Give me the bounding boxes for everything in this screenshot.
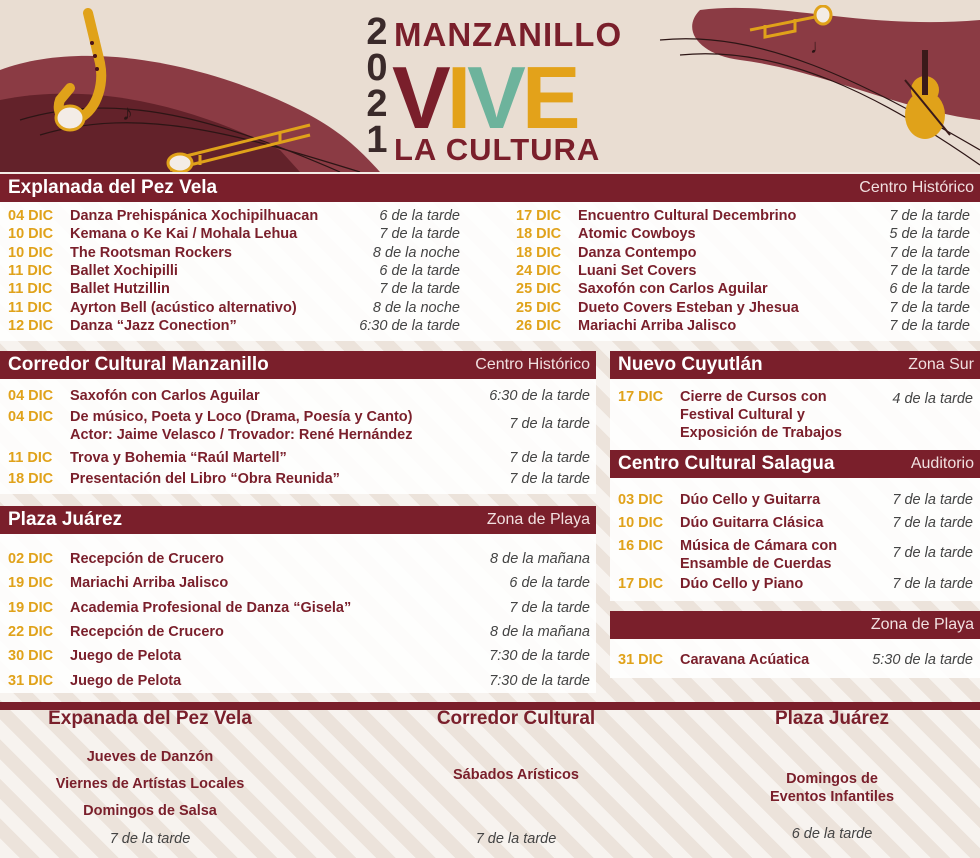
section-zone: Zona de Playa <box>870 616 974 633</box>
list-item <box>516 262 970 280</box>
event-time: 5 de la tarde <box>889 226 970 243</box>
list-item <box>618 388 973 442</box>
event-name <box>70 449 287 467</box>
section-zone: Zona Sur <box>908 356 974 373</box>
event-date: 03 DIC <box>618 492 664 508</box>
event-time: 8 de la mañana <box>490 551 590 567</box>
event-line: Mariachi Arriba Jalisco <box>578 317 737 334</box>
list-item <box>516 317 970 335</box>
section-title: Corredor Cultural Manzanillo <box>8 354 269 375</box>
list-item <box>8 262 460 280</box>
event-name <box>70 672 181 690</box>
event-line: Exposición de Trabajos <box>680 425 842 441</box>
event-time: 7:30 de la tarde <box>489 672 590 689</box>
section-title: Plaza Juárez <box>8 509 123 530</box>
list-item <box>8 470 590 488</box>
event-line: The Rootsman Rockers <box>70 244 232 261</box>
event-date: 25 DIC <box>516 281 562 298</box>
section-title: Explanada del Pez Vela <box>8 177 218 198</box>
event-name <box>70 317 237 335</box>
event-time: 4 de la tarde <box>892 391 973 407</box>
footer-col-items <box>366 762 666 789</box>
footer-time: 6 de la tarde <box>791 826 873 842</box>
list-item <box>8 244 460 262</box>
list-item <box>8 408 590 444</box>
event-date: 10 DIC <box>618 515 664 531</box>
footer-col-corredor <box>366 708 666 847</box>
list-item <box>8 672 590 690</box>
event-name: Caravana Acúatica <box>680 652 810 668</box>
event-date: 19 DIC <box>8 599 54 616</box>
event-name <box>680 575 803 593</box>
event-date: 16 DIC <box>618 538 664 554</box>
event-time: 7 de la tarde <box>379 281 460 298</box>
event-date: 26 DIC <box>516 317 562 334</box>
event-time: 7 de la tarde <box>892 515 973 531</box>
event-time: 8 de la mañana <box>490 623 590 640</box>
event-date: 24 DIC <box>516 262 562 279</box>
music-note-icon: ♩ <box>810 36 830 58</box>
list-item <box>8 317 460 335</box>
event-time: 7:30 de la tarde <box>489 648 590 665</box>
section-corredor-header <box>0 351 596 379</box>
logo-letter: V <box>467 48 522 147</box>
event-line: Danza Contempo <box>578 244 697 261</box>
event-date: 11 DIC <box>8 262 53 279</box>
event-date: 04 DIC <box>8 388 54 404</box>
event-name <box>70 574 228 592</box>
event-time: 7 de la tarde <box>889 317 970 334</box>
trombone-icon <box>160 115 330 172</box>
event-name <box>70 623 224 641</box>
event-name <box>578 317 736 335</box>
event-line: Danza Prehispánica Xochipilhuacan <box>70 208 319 224</box>
event-line: Juego de Pelota <box>70 648 182 665</box>
event-line: Danza “Jazz Conection” <box>70 317 237 334</box>
event-name <box>680 491 820 509</box>
event-line: Saxofón con Carlos Aguilar <box>70 388 260 404</box>
list-item <box>618 575 973 593</box>
event-date: 30 DIC <box>8 648 54 665</box>
event-date: 18 DIC <box>516 244 562 261</box>
logo-title-bottom: LA CULTURA <box>394 132 601 167</box>
event-date: 02 DIC <box>8 551 54 567</box>
event-line: Dueto Covers Esteban y Jhesua <box>578 299 799 316</box>
footer-time: 7 de la tarde <box>109 831 191 847</box>
logo-letter: V <box>392 48 447 147</box>
event-line: Actor: Jaime Velasco / Trovador: René Hernández <box>70 427 413 443</box>
logo-title-top: MANZANILLO <box>394 16 623 53</box>
event-line: Dúo Guitarra Clásica <box>680 515 824 531</box>
event-time: 6 de la tarde <box>889 281 970 298</box>
section-title: Nuevo Cuyutlán <box>618 354 763 375</box>
header-banner <box>0 0 980 172</box>
event-line: Dúo Cello y Piano <box>680 576 804 592</box>
list-item <box>516 225 970 243</box>
event-line: Música de Cámara con <box>680 538 838 554</box>
event-line: Recepción de Crucero <box>70 551 224 567</box>
event-line: Festival Cultural y <box>680 407 805 423</box>
footer-col-title: Expanada del Pez Vela <box>48 708 252 729</box>
footer-col-items <box>682 770 980 806</box>
event-date: 18 DIC <box>516 226 562 243</box>
event-date: 10 DIC <box>8 244 54 261</box>
event-date: 18 DIC <box>8 471 54 487</box>
list-item <box>8 623 590 641</box>
footer-item: Domingos de Salsa <box>83 803 217 819</box>
event-date: 31 DIC <box>8 672 54 689</box>
event-name <box>578 280 768 298</box>
event-time: 7 de la tarde <box>509 450 590 466</box>
event-time: 6 de la tarde <box>509 575 590 592</box>
event-line: Juego de Pelota <box>70 672 182 689</box>
footer-col-explanada <box>0 708 300 847</box>
event-time: 6 de la tarde <box>379 262 460 279</box>
logo-year-digit: 0 <box>366 47 388 89</box>
footer-col-plaza <box>682 708 980 842</box>
event-date: 17 DIC <box>618 576 664 592</box>
event-date: 11 DIC <box>8 299 53 316</box>
event-date: 12 DIC <box>8 317 54 334</box>
event-time: 7 de la tarde <box>889 262 970 279</box>
event-line: De músico, Poeta y Loco (Drama, Poesía y Canto) <box>70 409 413 425</box>
section-zone: Auditorio <box>910 455 974 472</box>
event-name <box>578 225 696 243</box>
footer-item: Viernes de Artístas Locales <box>55 776 245 792</box>
event-time: 6:30 de la tarde <box>489 388 590 404</box>
event-line: Luani Set Covers <box>578 262 697 279</box>
list-item <box>516 299 970 317</box>
section-explanada-header <box>0 174 980 202</box>
list-item <box>8 280 460 298</box>
event-name <box>680 514 823 532</box>
event-name <box>578 244 696 262</box>
event-time: 5:30 de la tarde <box>872 652 973 668</box>
event-name <box>70 299 297 317</box>
event-name <box>70 225 297 243</box>
event-time: 7 de la tarde <box>509 416 590 432</box>
footer-time: 7 de la tarde <box>475 831 557 847</box>
list-item <box>516 244 970 262</box>
event-line: Ensamble de Cuerdas <box>680 556 832 572</box>
event-line: Cierre de Cursos con <box>680 389 827 405</box>
event-date: 17 DIC <box>618 389 664 405</box>
event-line: Trova y Bohemia “Raúl Martell” <box>70 450 287 466</box>
event-name <box>70 599 351 617</box>
event-time: 7 de la tarde <box>379 226 460 243</box>
section-cuyutlan-header <box>610 351 980 379</box>
event-name <box>70 262 178 280</box>
list-item <box>618 514 973 532</box>
footer-item: Sábados Arísticos <box>453 767 579 783</box>
event-date: 17 DIC <box>516 208 562 224</box>
event-date: 11 DIC <box>8 281 53 298</box>
list-item <box>8 599 590 617</box>
violin-icon <box>895 50 955 145</box>
event-date: 04 DIC <box>8 208 54 224</box>
logo-year-digit: 2 <box>366 11 388 53</box>
list-item <box>8 449 590 467</box>
event-line: Kemana o Ke Kai / Mohala Lehua <box>70 226 298 243</box>
event-time: 7 de la tarde <box>889 299 970 316</box>
event-name <box>70 387 260 405</box>
list-item <box>8 387 590 405</box>
event-date: 25 DIC <box>516 299 562 316</box>
footer-col-title: Corredor Cultural <box>436 708 596 729</box>
event-name <box>680 388 842 442</box>
logo-year-digit: 1 <box>366 119 388 161</box>
event-line: Presentación del Libro “Obra Reunida” <box>70 471 340 487</box>
list-item <box>516 280 970 298</box>
event-time: 7 de la tarde <box>509 471 590 487</box>
event-line: Atomic Cowboys <box>578 226 696 243</box>
footer-item: Jueves de Danzón <box>86 749 214 765</box>
event-name <box>70 244 232 262</box>
event-time: 7 de la tarde <box>892 492 973 508</box>
event-name <box>578 262 696 280</box>
event-name <box>578 207 796 225</box>
event-line: Mariachi Arriba Jalisco <box>70 575 229 592</box>
event-date: 31 DIC <box>618 652 664 668</box>
footer-item: Domingos de <box>786 771 878 787</box>
list-item <box>618 651 973 669</box>
footer-col-items <box>0 744 300 825</box>
event-date: 19 DIC <box>8 575 54 592</box>
event-line: Academia Profesional de Danza “Gisela” <box>70 599 352 616</box>
event-name <box>70 470 340 488</box>
section-zone: Zona de Playa <box>486 511 590 528</box>
event-name <box>680 537 837 573</box>
event-name <box>70 280 170 298</box>
event-name <box>578 299 799 317</box>
music-note-icon: ♪ <box>122 100 133 125</box>
list-item <box>8 574 590 592</box>
event-time: 7 de la tarde <box>889 208 970 224</box>
event-time: 7 de la tarde <box>889 244 970 261</box>
saxophone-icon <box>40 8 120 138</box>
logo-year <box>362 11 392 164</box>
event-time: 7 de la tarde <box>509 599 590 616</box>
event-time: 6:30 de la tarde <box>359 317 460 334</box>
event-name <box>70 207 318 225</box>
logo-letter: I <box>446 48 468 147</box>
list-item <box>8 299 460 317</box>
event-line: Saxofón con Carlos Aguilar <box>578 281 768 298</box>
list-item <box>618 537 973 573</box>
section-zone: Centro Histórico <box>859 179 974 196</box>
event-logo <box>362 11 623 167</box>
logo-vive <box>392 48 577 147</box>
event-line: Ayrton Bell (acústico alternativo) <box>70 299 297 316</box>
section-zone: Centro Histórico <box>475 356 590 373</box>
event-time: 7 de la tarde <box>892 576 973 592</box>
event-line: Ballet Hutzillin <box>70 281 170 298</box>
event-line: Recepción de Crucero <box>70 623 224 640</box>
event-date: 10 DIC <box>8 226 54 243</box>
event-name <box>70 647 181 665</box>
list-item <box>618 491 973 509</box>
event-time: 8 de la noche <box>372 244 460 261</box>
list-item <box>8 550 590 568</box>
event-name <box>70 550 224 568</box>
section-plaza-header <box>0 506 596 534</box>
list-item <box>516 207 970 225</box>
event-line: Dúo Cello y Guitarra <box>680 492 821 508</box>
event-date: 04 DIC <box>8 409 54 425</box>
event-line: Ballet Xochipilli <box>70 262 178 279</box>
event-time: 7 de la tarde <box>892 545 973 561</box>
list-item <box>8 647 590 665</box>
list-item <box>8 207 460 225</box>
section-playa-header <box>610 611 980 639</box>
footer-item: Eventos Infantiles <box>769 789 895 805</box>
list-item <box>8 225 460 243</box>
logo-year-digit: 2 <box>366 83 388 125</box>
section-title: Centro Cultural Salagua <box>618 453 835 474</box>
event-line: Encuentro Cultural Decembrino <box>578 208 797 224</box>
event-time: 8 de la noche <box>372 299 460 316</box>
event-time: 6 de la tarde <box>379 208 460 224</box>
event-date: 11 DIC <box>8 450 53 466</box>
section-salagua-header <box>610 450 980 478</box>
event-name <box>70 408 412 444</box>
event-date: 22 DIC <box>8 623 54 640</box>
logo-letter: E <box>521 48 577 147</box>
footer-col-title: Plaza Juárez <box>774 708 890 729</box>
